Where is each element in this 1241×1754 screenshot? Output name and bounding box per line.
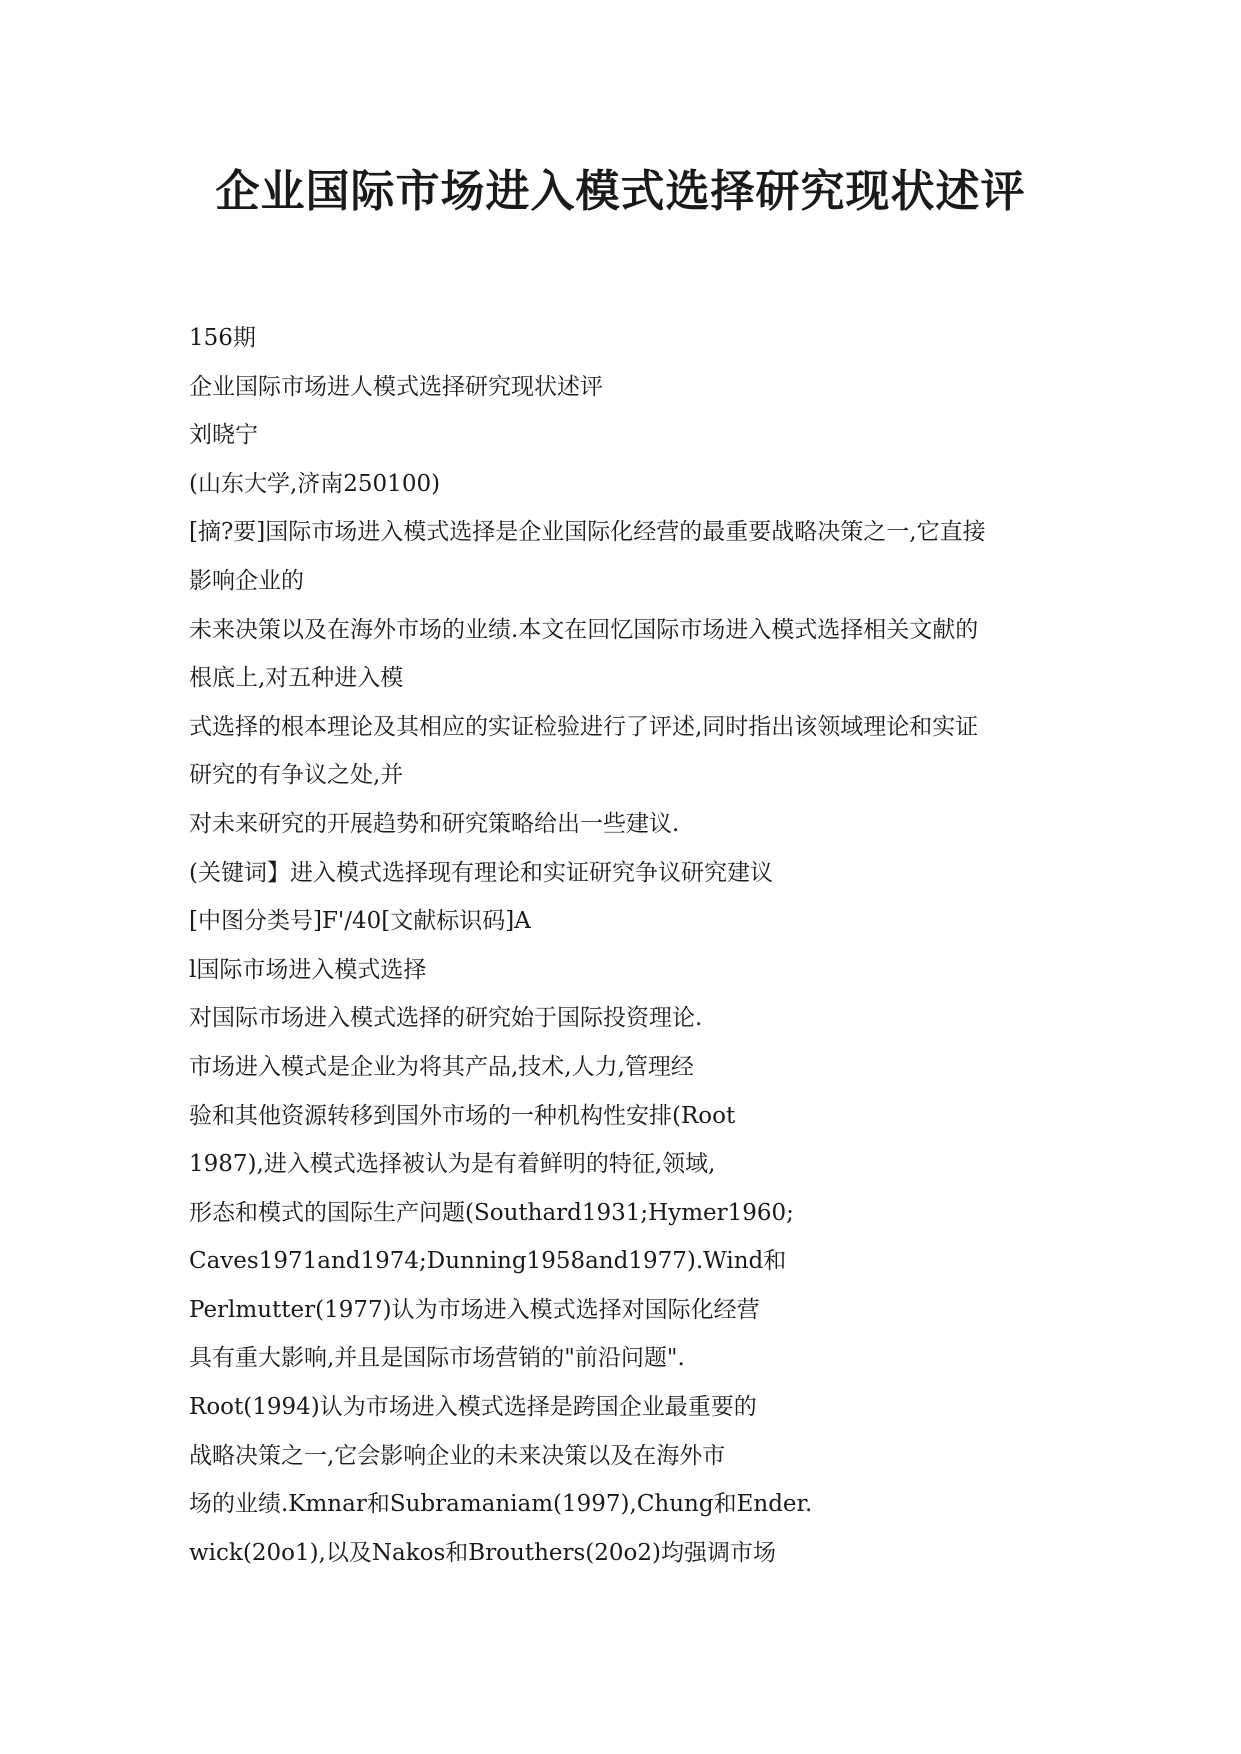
- text-line: 影响企业的: [189, 567, 304, 594]
- text-line: Root(1994)认为市场进入模式选择是跨国企业最重要的: [189, 1394, 757, 1421]
- text-line: 刘晓宁: [189, 422, 258, 449]
- text-line: 式选择的根本理论及其相应的实证检验进行了评述,同时指出该领域理论和实证: [189, 713, 979, 740]
- text-line: 战略决策之一,它会影响企业的未来决策以及在海外市: [189, 1442, 726, 1469]
- text-line: 对国际市场进入模式选择的研究始于国际投资理论.: [189, 1005, 703, 1032]
- document-body: [189, 318, 1069, 1581]
- document-title: 企业国际市场进入模式选择研究现状述评: [215, 166, 1026, 217]
- text-line: 验和其他资源转移到国外市场的一种机构性安排(Root: [189, 1102, 736, 1129]
- text-line: 形态和模式的国际生产问题(Southard1931;Hymer1960;: [189, 1199, 794, 1226]
- text-line: 研究的有争议之处,并: [189, 762, 404, 789]
- text-line: 对未来研究的开展趋势和研究策略给出一些建议.: [189, 810, 680, 837]
- text-line: Perlmutter(1977)认为市场进入模式选择对国际化经营: [189, 1296, 760, 1323]
- text-line: 1987),进入模式选择被认为是有着鲜明的特征,领域,: [189, 1151, 716, 1178]
- text-line: 未来决策以及在海外市场的业绩.本文在回忆国际市场进入模式选择相关文献的: [189, 616, 979, 643]
- text-line: wick(20o1),以及Nakos和Brouthers(20o2)均强调市场: [189, 1539, 777, 1566]
- text-line: Caves1971and1974;Dunning1958and1977).Wind和: [189, 1248, 787, 1275]
- text-line: (山东大学,济南250100): [189, 470, 441, 497]
- text-line: 市场进入模式是企业为将其产品,技术,人力,管理经: [189, 1053, 694, 1080]
- text-line: [摘?要]国际市场进入模式选择是企业国际化经营的最重要战略决策之一,它直接: [189, 519, 986, 546]
- text-line: 场的业绩.Kmnar和Subramaniam(1997),Chung和Ender.: [189, 1491, 813, 1518]
- text-line: l国际市场进入模式选择: [189, 956, 427, 983]
- text-line: 具有重大影响,并且是国际市场营销的"前沿问题".: [189, 1345, 685, 1372]
- text-line: [中图分类号]F'/40[文献标识码]A: [189, 908, 531, 935]
- text-line: 企业国际市场进人模式选择研究现状述评: [189, 373, 603, 400]
- text-line: 根底上,对五种进入模: [189, 665, 404, 692]
- text-line: (关键词】进入模式选择现有理论和实证研究争议研究建议: [189, 859, 773, 886]
- text-line: 156期: [189, 325, 256, 351]
